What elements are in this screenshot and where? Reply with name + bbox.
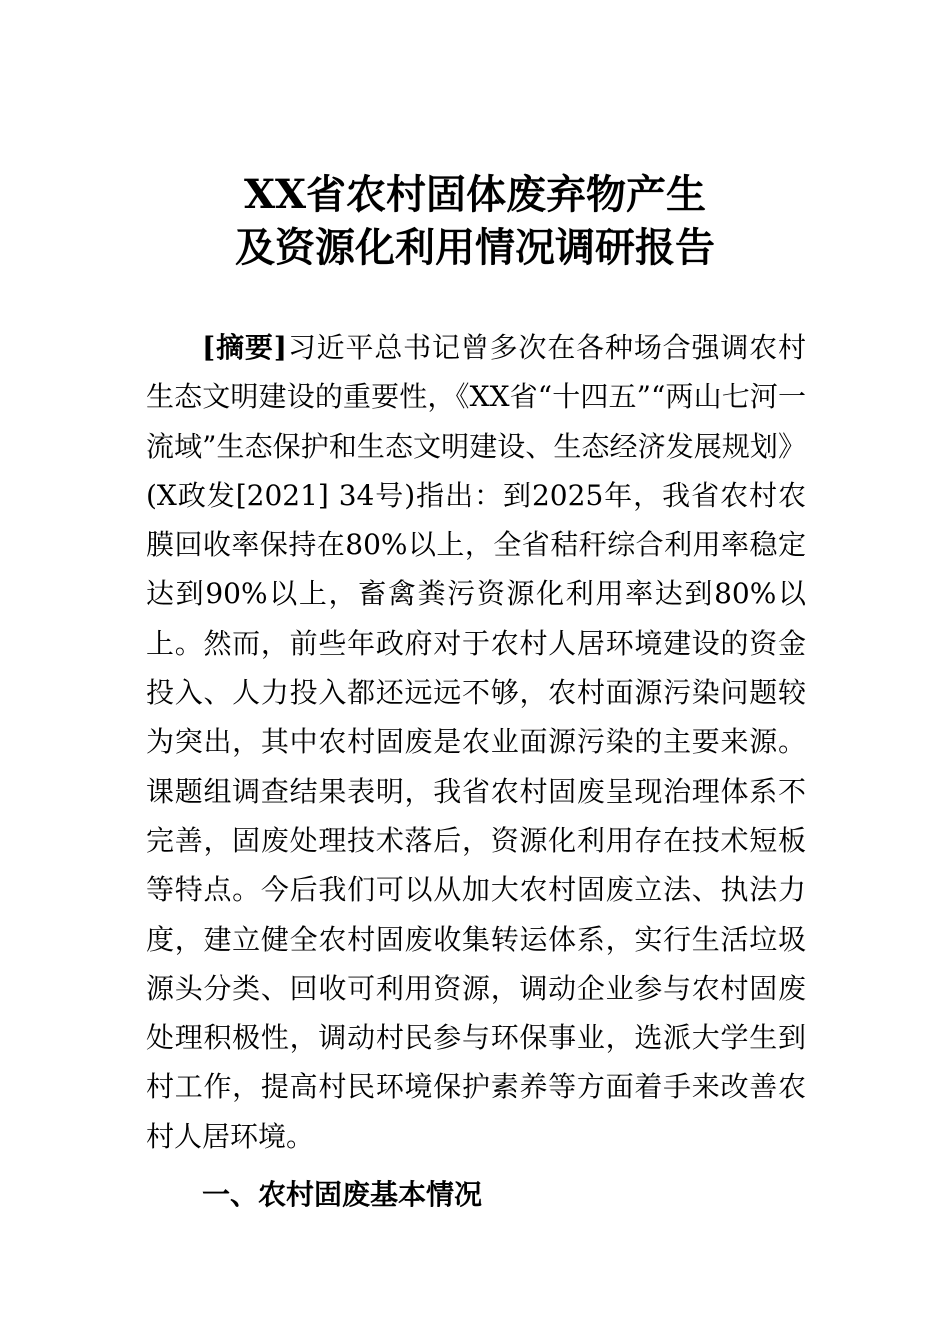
- abstract-paragraph: [146, 323, 806, 1161]
- abstract-text: 习近平总书记曾多次在各种场合强调农村生态文明建设的重要性，《XX省“十四五”“两山七河一流域”生态保护和生态文明建设、生态经济发展规划》(X政发[2021] 34号)指出：到2025年，我省农村农膜回收率保持在80%以上，全省秸秆综合利用率稳定达到90%以上，畜禽粪污资源化利用率达到80%以上。然而，前些年政府对于农村人居环境建设的资金投入、人力投入都还远远不够，农村面源污染问题较为突出，其中农村固废是农业面源污染的主要来源。课题组调查结果表明，我省农村固废呈现治理体系不完善，固废处理技术落后，资源化利用存在技术短板等特点。今后我们可以从加大农村固废立法、执法力度，建立健全农村固废收集转运体系，实行生活垃圾源头分类、回收可利用资源，调动企业参与农村固废处理积极性，调动村民参与环保事业，选派大学生到村工作，提高村民环境保护素养等方面着手来改善农村人居环境。: [146, 331, 806, 1153]
- abstract-label: [摘要]: [202, 331, 287, 364]
- title-line-1: XX省农村固体废弃物产生: [243, 171, 707, 218]
- title-line-2: 及资源化利用情况调研报告: [235, 224, 715, 271]
- section-heading-1: 一、农村固废基本情况: [202, 1178, 483, 1211]
- document-title: [0, 168, 950, 274]
